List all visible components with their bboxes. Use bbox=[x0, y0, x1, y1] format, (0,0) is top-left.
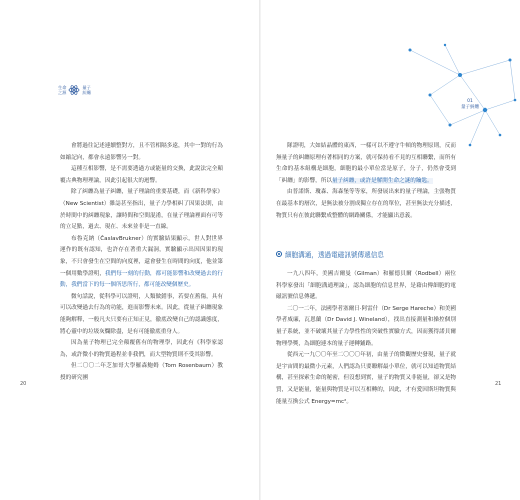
paragraph bbox=[60, 187, 223, 233]
text-run: 除了糾纏為量子糾纏，量子理論的重要基礎，而《新科學家》（New Scientist）雜誌甚至指出，量子力學相糾了因果法則，由於時間中的糾纏現象，讓時間和空間混淆，在量子理論裡面有可等的立足點，過去、現在、未來並非是一直線。 bbox=[60, 189, 223, 231]
text-run: 微句話說，從科學可以證明，人類做錯事，若要在舊傷，具有可以改變過去行為的功能，進而影響未來。因此，從量子糾纏現象能夠解釋，一般凡夫只要有正知正見，徹底改變自己的認識態度，將心靈中的垃圾灰爛除盡，是有可能徹底重身人。 bbox=[60, 293, 223, 335]
text-run: 會將過往記述連續整對方，且不管相隔多遠，其中一對的行為如縮記向，都會永遠影響另一對。 bbox=[60, 143, 223, 161]
header-mark-left bbox=[58, 84, 91, 96]
header-text: 之源 bbox=[58, 90, 67, 95]
paragraph bbox=[60, 164, 223, 187]
network-decoration-icon bbox=[400, 40, 520, 150]
text-run: 從西元一九〇〇年至二〇〇〇年初，由量子的微觀歷史發現，量子就是宇宙間的最微小元素，人們認為只要瞭解最小單位，就可以知道物質結構，甚至探索生命的秘密，但沒想到實，量子的物質又非能量，卻又是物質，又是能量，能量與物質是可以互相轉的，因此，才有愛因斯坦物質與能量互換公式 Energy=mc²。 bbox=[276, 352, 456, 405]
text-run: 因為量子物理已完全顛覆舊有的物理學，因此有《科學家認為，或許微小的物質過程並非我們，而大型物質則不受其影響。 bbox=[60, 340, 223, 358]
right-body-text-top bbox=[276, 141, 456, 222]
paragraph bbox=[276, 187, 456, 222]
paragraph bbox=[276, 350, 456, 408]
left-page bbox=[0, 0, 259, 500]
text-run: 二〇一二年，法國學者塞爾日·阿雷什（Dr Serge Hareche）和美國學者威廉，瓦恩蘭（Dr David J. Wineland），找出直接測量和操控個別量子系統，並不破壞其量子力學性性的突破性實驗方式，因而獲得諾貝爾物理學獎，為細胞連本的量子運轉鋪路。 bbox=[276, 305, 456, 347]
bullet-icon bbox=[276, 251, 282, 257]
chapter-number: 01 bbox=[467, 99, 473, 104]
header-col-1 bbox=[58, 85, 66, 96]
text-run: 這種互相影響，是不需要透過方或能量的交換，此說法完全顛覆古典物理理論，因此引起很大的迴響。 bbox=[60, 166, 223, 184]
text-run: 布魯克納（ČaslavBrukner）的實驗結果顯示，世人對世界運作的既有認知，也許存在著重大漏洞，實驗顯示出因因果的現象，不只會發生在空間的向度裡，還會發生在時間的向度，他並第一個用數學證明， bbox=[60, 235, 223, 277]
paragraph bbox=[276, 304, 456, 350]
header-col-2 bbox=[82, 85, 90, 96]
left-body-text bbox=[60, 141, 223, 384]
section-heading-text: 細胞溝通，透過電磁訊號傳遞信息 bbox=[285, 251, 384, 259]
paragraph bbox=[276, 269, 456, 304]
header-mark-right bbox=[450, 99, 490, 111]
paragraph bbox=[60, 338, 223, 361]
highlighted-text: 量子糾纏，或許是解開生命之謎的鑰匙。 bbox=[331, 177, 433, 184]
text-run: 由普諾斯、瓊森、海森堡等等家，所發展出來的量子理論，主張物質在最基本的層次，是無法被分割成獨立存在的單位，甚至無法充分描述，物質只有在彼此聯繫成整體的網路關係，才能顯出意義。 bbox=[276, 189, 456, 219]
page-number-left: 20 bbox=[20, 381, 27, 387]
header-text: 量子 bbox=[82, 84, 91, 90]
right-body-text-bottom bbox=[276, 269, 456, 408]
highlighted-text: 我們每一刻的行動，都可能影響和改變過去的行動，我們當下的每一個所思所行，都可能改變個歷史。 bbox=[60, 270, 223, 289]
page-number-right: 21 bbox=[495, 381, 502, 387]
paragraph bbox=[60, 361, 223, 384]
text-run: 但二〇〇二年芝加哥大學羅森鮑姆（Tom Rosenbaum）教授的研究團 bbox=[60, 363, 223, 381]
text-run: 隊證明，大如結晶體的東西，一樣可以不遵守牛頓的物理原則，反而無量子的糾纏原理有著相同的方案，就可保持看不見的互相聯繫，而所有生命的基本組構是細胞，細胞的最小單位當是原子，分子，仍然會受到「糾纏」的影響，所以 bbox=[276, 143, 456, 184]
paragraph bbox=[60, 234, 223, 292]
chapter-title: 量子糾纏 bbox=[461, 105, 479, 110]
atom-icon bbox=[68, 84, 80, 96]
text-run: 一九八四年，美國吉爾曼（Gilman）和羅德貝爾（Rodbell）兩位科學家發出「細胞溝通理論」，認為細胞的信息世界，是藉由傳細胞的電磁訊號信息傳遞。 bbox=[276, 271, 456, 301]
header-text: 糾纏 bbox=[82, 90, 91, 95]
header-text: 生命 bbox=[58, 84, 67, 90]
section-heading bbox=[276, 249, 384, 259]
paragraph bbox=[60, 141, 223, 164]
paragraph bbox=[60, 292, 223, 338]
